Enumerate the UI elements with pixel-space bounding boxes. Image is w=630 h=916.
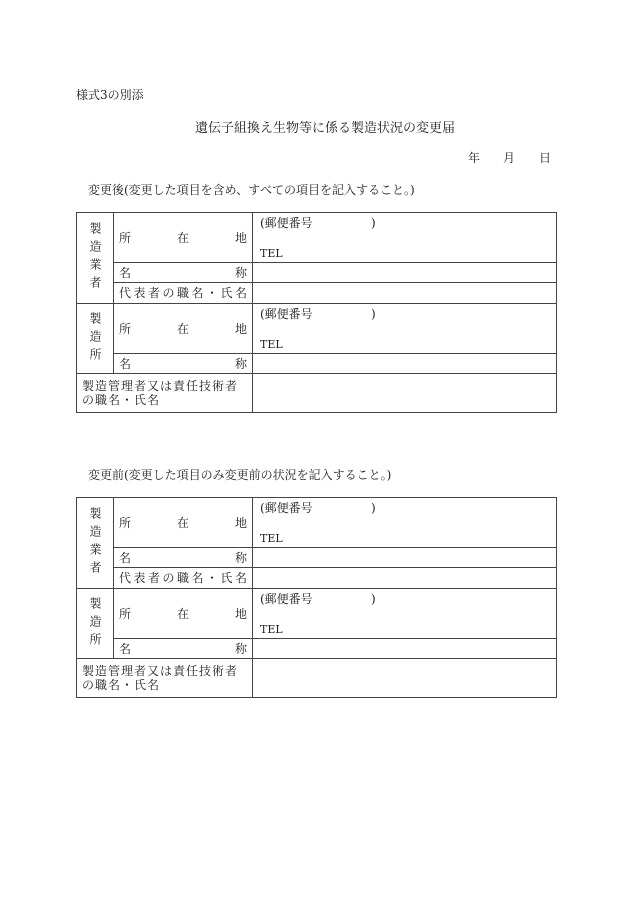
manager-label: 製造管理者又は責任技術者の職名・氏名 (77, 659, 253, 698)
name-field[interactable] (253, 263, 557, 283)
name-label: 名称 (114, 548, 253, 568)
site-address-label: 所在地 (114, 589, 253, 639)
postal-label: (郵便番号 (260, 307, 313, 321)
group-label-text: 製造所 (88, 311, 102, 366)
form-id: 様式3の別添 (76, 88, 144, 102)
site-name-field[interactable] (253, 639, 557, 659)
manager-label: 製造管理者又は責任技術者の職名・氏名 (77, 374, 253, 413)
name-field[interactable] (253, 548, 557, 568)
name-label: 名称 (114, 263, 253, 283)
postal-label: (郵便番号 (260, 501, 313, 515)
representative-label: 代表者の職名・氏名 (114, 568, 253, 589)
date-year: 年 (468, 151, 481, 165)
manager-field[interactable] (253, 659, 557, 698)
group-label-text: 製造所 (88, 596, 102, 651)
postal-close: ) (371, 307, 376, 321)
site-group-label (77, 589, 114, 659)
form-table-after (76, 212, 557, 413)
postal-close: ) (371, 216, 376, 230)
date-month: 月 (503, 151, 516, 165)
tel-label: TEL (260, 247, 283, 260)
representative-field[interactable] (253, 283, 557, 304)
address-label: 所在地 (114, 213, 253, 263)
site-address-field[interactable] (253, 589, 557, 639)
postal-label: (郵便番号 (260, 216, 313, 230)
address-label: 所在地 (114, 498, 253, 548)
tel-label: TEL (260, 532, 283, 545)
address-field[interactable] (253, 213, 557, 263)
site-name-label: 名称 (114, 354, 253, 374)
site-address-label: 所在地 (114, 304, 253, 354)
tel-label: TEL (260, 623, 283, 636)
section-heading-before: 変更前(変更した項目のみ変更前の状況を記入すること。) (88, 468, 392, 482)
group-label-text: 製造業者 (88, 507, 102, 579)
date-day: 日 (539, 151, 552, 165)
postal-close: ) (371, 501, 376, 515)
site-group-label (77, 304, 114, 374)
address-field[interactable] (253, 498, 557, 548)
postal-close: ) (371, 592, 376, 606)
representative-field[interactable] (253, 568, 557, 589)
group-label-text: 製造業者 (88, 222, 102, 294)
representative-label: 代表者の職名・氏名 (114, 283, 253, 304)
site-address-field[interactable] (253, 304, 557, 354)
manufacturer-group-label (77, 498, 114, 589)
document-title: 遺伝子組換え生物等に係る製造状況の変更届 (195, 121, 456, 136)
site-name-field[interactable] (253, 354, 557, 374)
site-name-label: 名称 (114, 639, 253, 659)
manufacturer-group-label (77, 213, 114, 304)
postal-label: (郵便番号 (260, 592, 313, 606)
manager-field[interactable] (253, 374, 557, 413)
tel-label: TEL (260, 338, 283, 351)
form-table-before (76, 497, 557, 698)
section-heading-after: 変更後(変更した項目を含め、すべての項目を記入すること。) (88, 183, 415, 197)
